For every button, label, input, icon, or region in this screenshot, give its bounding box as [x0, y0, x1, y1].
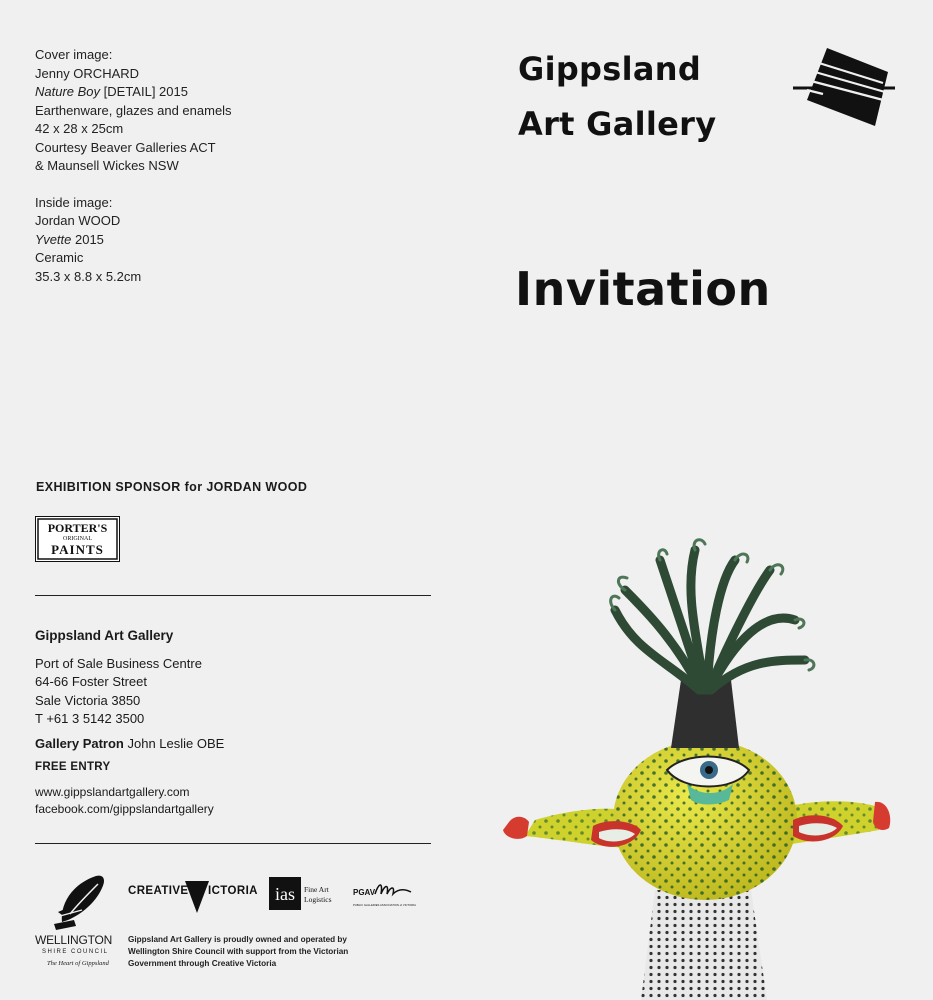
inside-title-line [35, 231, 232, 250]
porters-line-3: PAINTS [51, 542, 104, 557]
porters-paints-logo [35, 516, 120, 562]
inside-medium: Ceramic [35, 250, 84, 265]
cover-title: Nature Boy [35, 84, 101, 99]
sculpture-image [495, 530, 905, 1000]
pgav-full: PUBLIC GALLERIES ASSOCIATION of VICTORIA [353, 903, 417, 907]
gallery-address [35, 655, 202, 728]
cover-medium: Earthenware, glazes and enamels [35, 102, 232, 118]
facebook-link[interactable]: facebook.com/gippslandartgallery [35, 801, 214, 816]
patron-label: Gallery Patron [35, 736, 124, 751]
creative-text: CREATIVE [128, 885, 189, 897]
inside-artist: Jordan WOOD [35, 213, 121, 228]
pgav-signature-icon [375, 885, 411, 894]
creative-victoria-logo [128, 876, 258, 914]
inside-dimensions: 35.3 x 8.8 x 5.2cm [35, 268, 142, 284]
free-entry: FREE ENTRY [35, 761, 111, 773]
gallery-patron [35, 736, 224, 751]
patron-name: John Leslie OBE [123, 736, 225, 751]
cover-dimensions: 42 x 28 x 25cm [35, 121, 124, 136]
wellington-tagline: The Heart of Gippsland [47, 960, 109, 967]
address-line: Port of Sale Business Centre [35, 656, 202, 671]
cover-year: [DETAIL] 2015 [100, 84, 188, 99]
ias-line-2: Logistics [304, 895, 332, 904]
cover-label: Cover image: [35, 47, 113, 62]
image-credits [35, 46, 232, 286]
wellington-name: WELLINGTON [35, 933, 113, 947]
pgav-logo [353, 880, 419, 910]
address-line: 64-66 Foster Street [35, 674, 147, 690]
ias-line-1: Fine Art [304, 885, 329, 894]
wellington-sub: SHIRE COUNCIL [42, 949, 109, 955]
cover-courtesy-2: & Maunsell Wickes NSW [35, 158, 179, 173]
cover-title-line [35, 83, 232, 102]
gallery-links [35, 784, 214, 817]
divider [35, 595, 431, 596]
brand-line-2: Art Gallery [518, 105, 717, 143]
ias-logo [269, 877, 333, 910]
inside-title: Yvette [35, 231, 72, 247]
address-line: Sale Victoria 3850 [35, 692, 141, 708]
divider [35, 843, 431, 844]
victoria-text: ICTORIA [208, 885, 258, 897]
page-title: Invitation [515, 262, 771, 316]
cover-artist: Jenny ORCHARD [35, 65, 140, 81]
porters-line-2: ORIGINAL [63, 536, 92, 542]
ias-short: ias [275, 884, 295, 904]
inside-year: 2015 [71, 231, 104, 247]
website-link[interactable]: www.gippslandartgallery.com [35, 785, 190, 799]
phone: T +61 3 5142 3500 [35, 710, 145, 726]
gallery-name: Gippsland Art Gallery [35, 628, 174, 643]
gallery-brand [518, 42, 716, 152]
sponsor-heading: EXHIBITION SPONSOR for JORDAN WOOD [36, 480, 308, 494]
brand-line-1: Gippsland [518, 50, 702, 88]
cover-courtesy-1: Courtesy Beaver Galleries ACT [35, 139, 216, 155]
inside-label: Inside image: [35, 194, 113, 210]
victoria-v-icon [185, 881, 209, 913]
gallery-logo-icon [793, 46, 895, 130]
wellington-logo-icon [52, 874, 106, 930]
pgav-short: PGAV [353, 888, 376, 897]
ownership-statement: Gippsland Art Gallery is proudly owned and operated by Wellington Shire Council with support from the Victorian Government through Creative Victoria [128, 935, 349, 968]
porters-line-1: PORTER'S [47, 521, 108, 535]
